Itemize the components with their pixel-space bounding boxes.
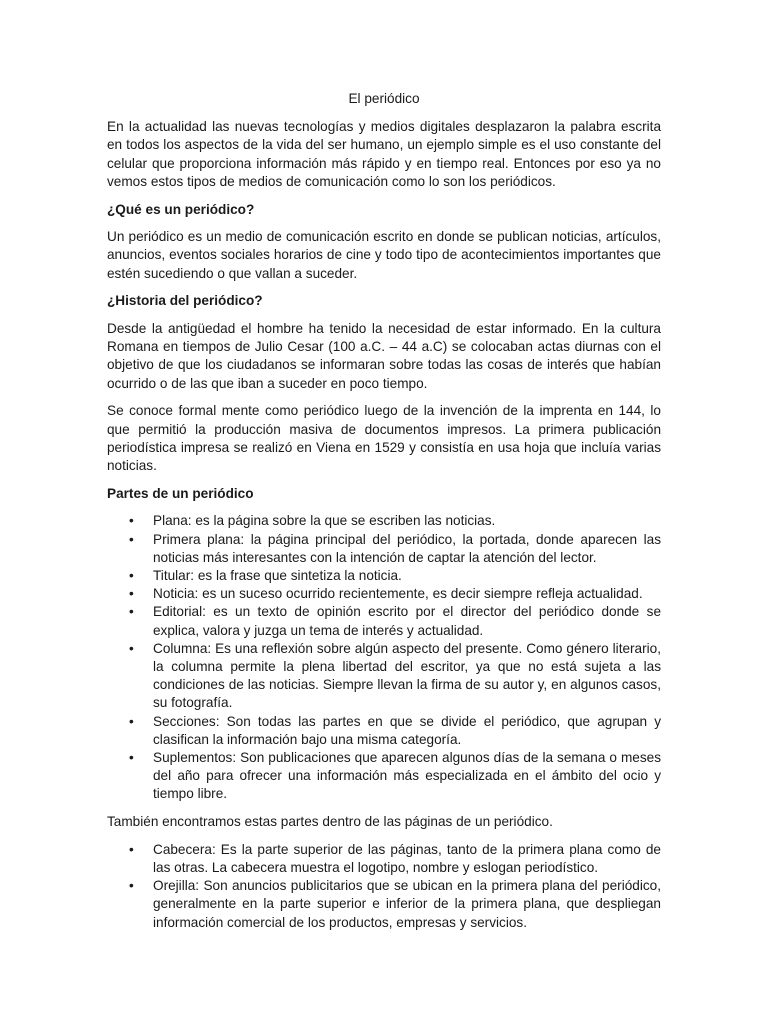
list-item-text: Orejilla: Son anuncios publicitarios que se ubican en la primera plana del periódico, generalmente en la parte superior e inferior de la primera plana, que despliegan información comercial de los productos, empresas y servicios. xyxy=(153,878,661,930)
tambien-paragraph: También encontramos estas partes dentro de las páginas de un periódico. xyxy=(107,814,553,830)
bullet-icon: • xyxy=(129,567,134,583)
list-item xyxy=(107,603,661,639)
list-item xyxy=(107,585,661,603)
que-es-paragraph: Un periódico es un medio de comunicación escrito en donde se publican noticias, artículos, anuncios, eventos sociales horarios de cine y todo tipo de acontecimientos importantes que estén sucediendo o que vallan a suceder. xyxy=(107,229,661,281)
list-item xyxy=(107,640,661,713)
list-item-text: Columna: Es una reflexión sobre algún aspecto del presente. Como género literario, la columna permite la plena libertad del escritor, ya que no está sujeta a las condiciones de las noticias. Siempre llevan la firma de su autor y, en algunos casos, su fotografía. xyxy=(153,640,661,711)
bullet-icon: • xyxy=(129,713,134,729)
list-item-text: Secciones: Son todas las partes en que se divide el periódico, que agrupan y clasifican la información bajo una misma categoría. xyxy=(153,713,661,747)
list-item xyxy=(107,713,661,749)
heading-que-es: ¿Qué es un periódico? xyxy=(107,201,255,217)
intro-paragraph: En la actualidad las nuevas tecnologías y medios digitales desplazaron la palabra escrita en todos los aspectos de la vida del ser humano, un ejemplo simple es el uso constante del celular que proporciona información más rápido y en tiempo real. Entonces por eso ya no vemos estos tipos de medios de comunicación como lo son los periódicos. xyxy=(107,119,661,189)
heading-historia: ¿Historia del periódico? xyxy=(107,293,263,309)
bullet-icon: • xyxy=(129,640,134,656)
list-item-text: Titular: es la frase que sintetiza la noticia. xyxy=(153,567,402,583)
list-item xyxy=(107,841,661,877)
bullet-icon: • xyxy=(129,513,134,529)
bullet-icon: • xyxy=(129,586,134,602)
list-item xyxy=(107,512,661,530)
partes-list xyxy=(107,512,661,803)
document-page xyxy=(107,90,661,941)
list-item-text: Plana: es la página sobre la que se escriben las noticias. xyxy=(153,513,496,529)
list-item xyxy=(107,531,661,567)
list-item xyxy=(107,877,661,932)
heading-partes: Partes de un periódico xyxy=(107,485,254,501)
historia-paragraph-2: Se conoce formal mente como periódico luego de la invención de la imprenta en 144, lo que permitió la producción masiva de documentos impresos. La primera publicación periodística impresa se realizó en Viena en 1529 y consistía en usa hoja que incluía varias noticias. xyxy=(107,403,661,473)
historia-paragraph-1: Desde la antigüedad el hombre ha tenido la necesidad de estar informado. En la cultura Romana en tiempos de Julio Cesar (100 a.C. – 44 a.C) se colocaban actas diurnas con el objetivo de que los ciudadanos se informaran sobre todas las cosas de interés que habían ocurrido o de las que iban a suceder en poco tiempo. xyxy=(107,321,661,391)
list-item xyxy=(107,567,661,585)
list-item-text: Noticia: es un suceso ocurrido recientemente, es decir siempre refleja actualidad. xyxy=(153,586,643,602)
bullet-icon: • xyxy=(129,878,134,894)
bullet-icon: • xyxy=(129,750,134,765)
document-title: El periódico xyxy=(348,91,420,106)
list-item-text: Suplementos: Son publicaciones que aparecen algunos días de la semana o meses del año para ofrecer una información más especializada en el ámbito del ocio y tiempo libre. xyxy=(153,750,661,802)
list-item-text: Primera plana: la página principal del periódico, la portada, donde aparecen las noticias más interesantes con la intención de captar la atención del lector. xyxy=(153,531,661,565)
list-item xyxy=(107,749,661,804)
bullet-icon: • xyxy=(129,841,134,857)
bullet-icon: • xyxy=(129,531,134,547)
list-item-text: Cabecera: Es la parte superior de las páginas, tanto de la primera plana como de las otras. La cabecera muestra el logotipo, nombre y eslogan periodístico. xyxy=(153,841,661,876)
tambien-list xyxy=(107,841,661,932)
bullet-icon: • xyxy=(129,604,134,620)
list-item-text: Editorial: es un texto de opinión escrito por el director del periódico donde se explica, valora y juzga un tema de interés y actualidad. xyxy=(153,604,661,638)
